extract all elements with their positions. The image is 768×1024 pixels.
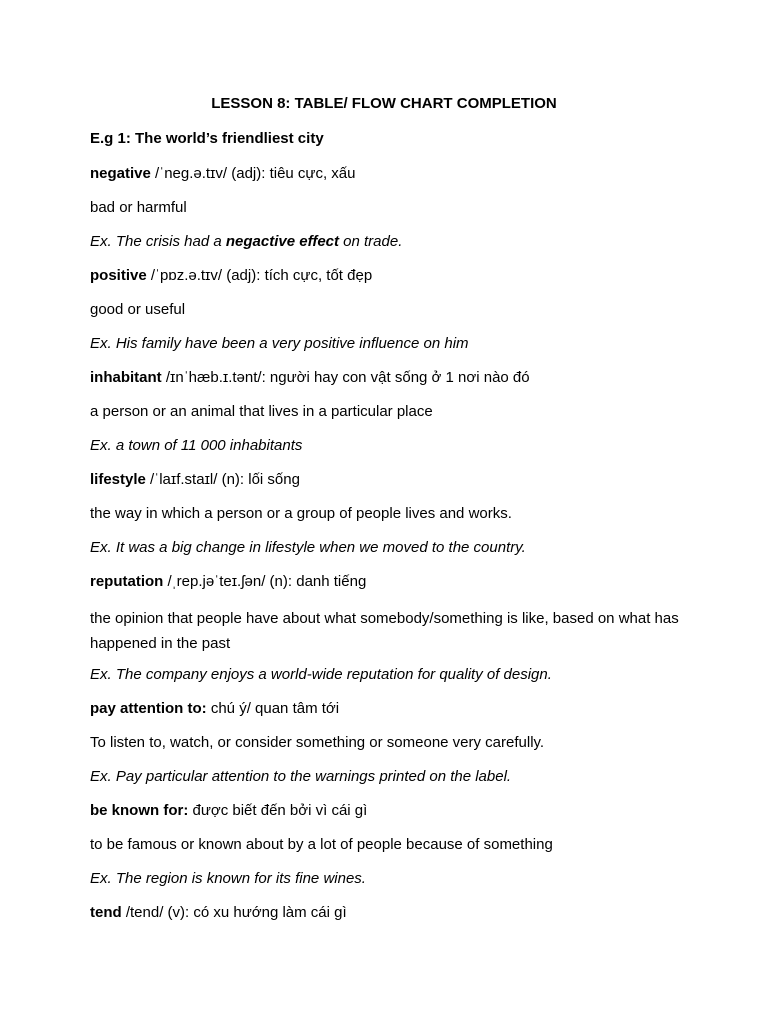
vocab-definition: good or useful xyxy=(90,301,186,318)
vocab-info: chú ý/ quan tâm tới xyxy=(206,700,340,717)
entry-headline xyxy=(90,699,680,719)
example-prefix: Ex. The crisis had a xyxy=(90,233,226,250)
entry-headline xyxy=(90,801,680,821)
vocab-example: Ex. The region is known for its fine wines. xyxy=(90,870,366,887)
vocab-info: được biết đến bởi vì cái gì xyxy=(188,802,368,819)
vocab-entry-pay-attention-to xyxy=(90,699,680,787)
vocab-definition: the way in which a person or a group of people lives and works. xyxy=(90,505,512,522)
vocab-entry-inhabitant xyxy=(90,368,680,456)
entry-headline xyxy=(90,572,680,592)
vocab-term: reputation xyxy=(90,573,164,590)
vocab-info: /ˈneg.ə.tɪv/ (adj): tiêu cực, xấu xyxy=(150,165,356,182)
example-emphasis: negactive effect xyxy=(225,233,339,250)
vocab-entry-reputation xyxy=(90,572,680,685)
vocab-example: Ex. The company enjoys a world-wide reputation for quality of design. xyxy=(90,666,552,683)
vocab-definition: bad or harmful xyxy=(90,199,187,216)
vocab-term: be known for: xyxy=(90,802,189,819)
vocab-entry-lifestyle xyxy=(90,470,680,558)
vocab-example: Ex. It was a big change in lifestyle when we moved to the country. xyxy=(90,539,526,556)
vocab-definition: To listen to, watch, or consider something or someone very carefully. xyxy=(90,734,545,751)
vocab-entry-negative xyxy=(90,164,680,252)
vocab-definition: to be famous or known about by a lot of people because of something xyxy=(90,836,553,853)
vocab-info: /ˌrep.jəˈteɪ.ʃən/ (n): danh tiếng xyxy=(163,573,367,590)
vocab-term: tend xyxy=(90,904,122,921)
example-heading: E.g 1: The world’s friendliest city xyxy=(90,130,324,147)
entry-headline xyxy=(90,470,680,490)
vocab-entry-be-known-for xyxy=(90,801,680,889)
vocabulary-list xyxy=(90,164,680,937)
vocab-definition: a person or an animal that lives in a particular place xyxy=(90,403,433,420)
vocab-term: inhabitant xyxy=(90,369,162,386)
vocab-example: Ex. a town of 11 000 inhabitants xyxy=(90,437,303,454)
vocab-info: /ˈpɒz.ə.tɪv/ (adj): tích cực, tốt đẹp xyxy=(146,267,373,284)
vocab-example xyxy=(90,232,680,252)
vocab-info: /tend/ (v): có xu hướng làm cái gì xyxy=(121,904,347,921)
entry-headline xyxy=(90,368,680,388)
lesson-title: LESSON 8: TABLE/ FLOW CHART COMPLETION xyxy=(211,95,557,112)
example-suffix: on trade. xyxy=(339,233,403,250)
vocab-term: lifestyle xyxy=(90,471,146,488)
vocab-term: negative xyxy=(90,165,151,182)
vocab-example: Ex. Pay particular attention to the warnings printed on the label. xyxy=(90,768,512,785)
entry-headline xyxy=(90,164,680,184)
vocab-example: Ex. His family have been a very positive influence on him xyxy=(90,335,469,352)
entry-headline xyxy=(90,903,680,923)
vocab-term: pay attention to: xyxy=(90,700,207,717)
vocab-info: /ɪnˈhæb.ɪ.tənt/: người hay con vật sống ở 1 nơi nào đó xyxy=(161,369,530,386)
vocab-definition: the opinion that people have about what somebody/something is like, based on what has happened in the past xyxy=(90,610,679,652)
vocab-entry-positive xyxy=(90,266,680,354)
vocab-term: positive xyxy=(90,267,147,284)
vocab-info: /ˈlaɪf.staɪl/ (n): lối sống xyxy=(145,471,300,488)
entry-headline xyxy=(90,266,680,286)
vocab-entry-tend xyxy=(90,903,680,923)
